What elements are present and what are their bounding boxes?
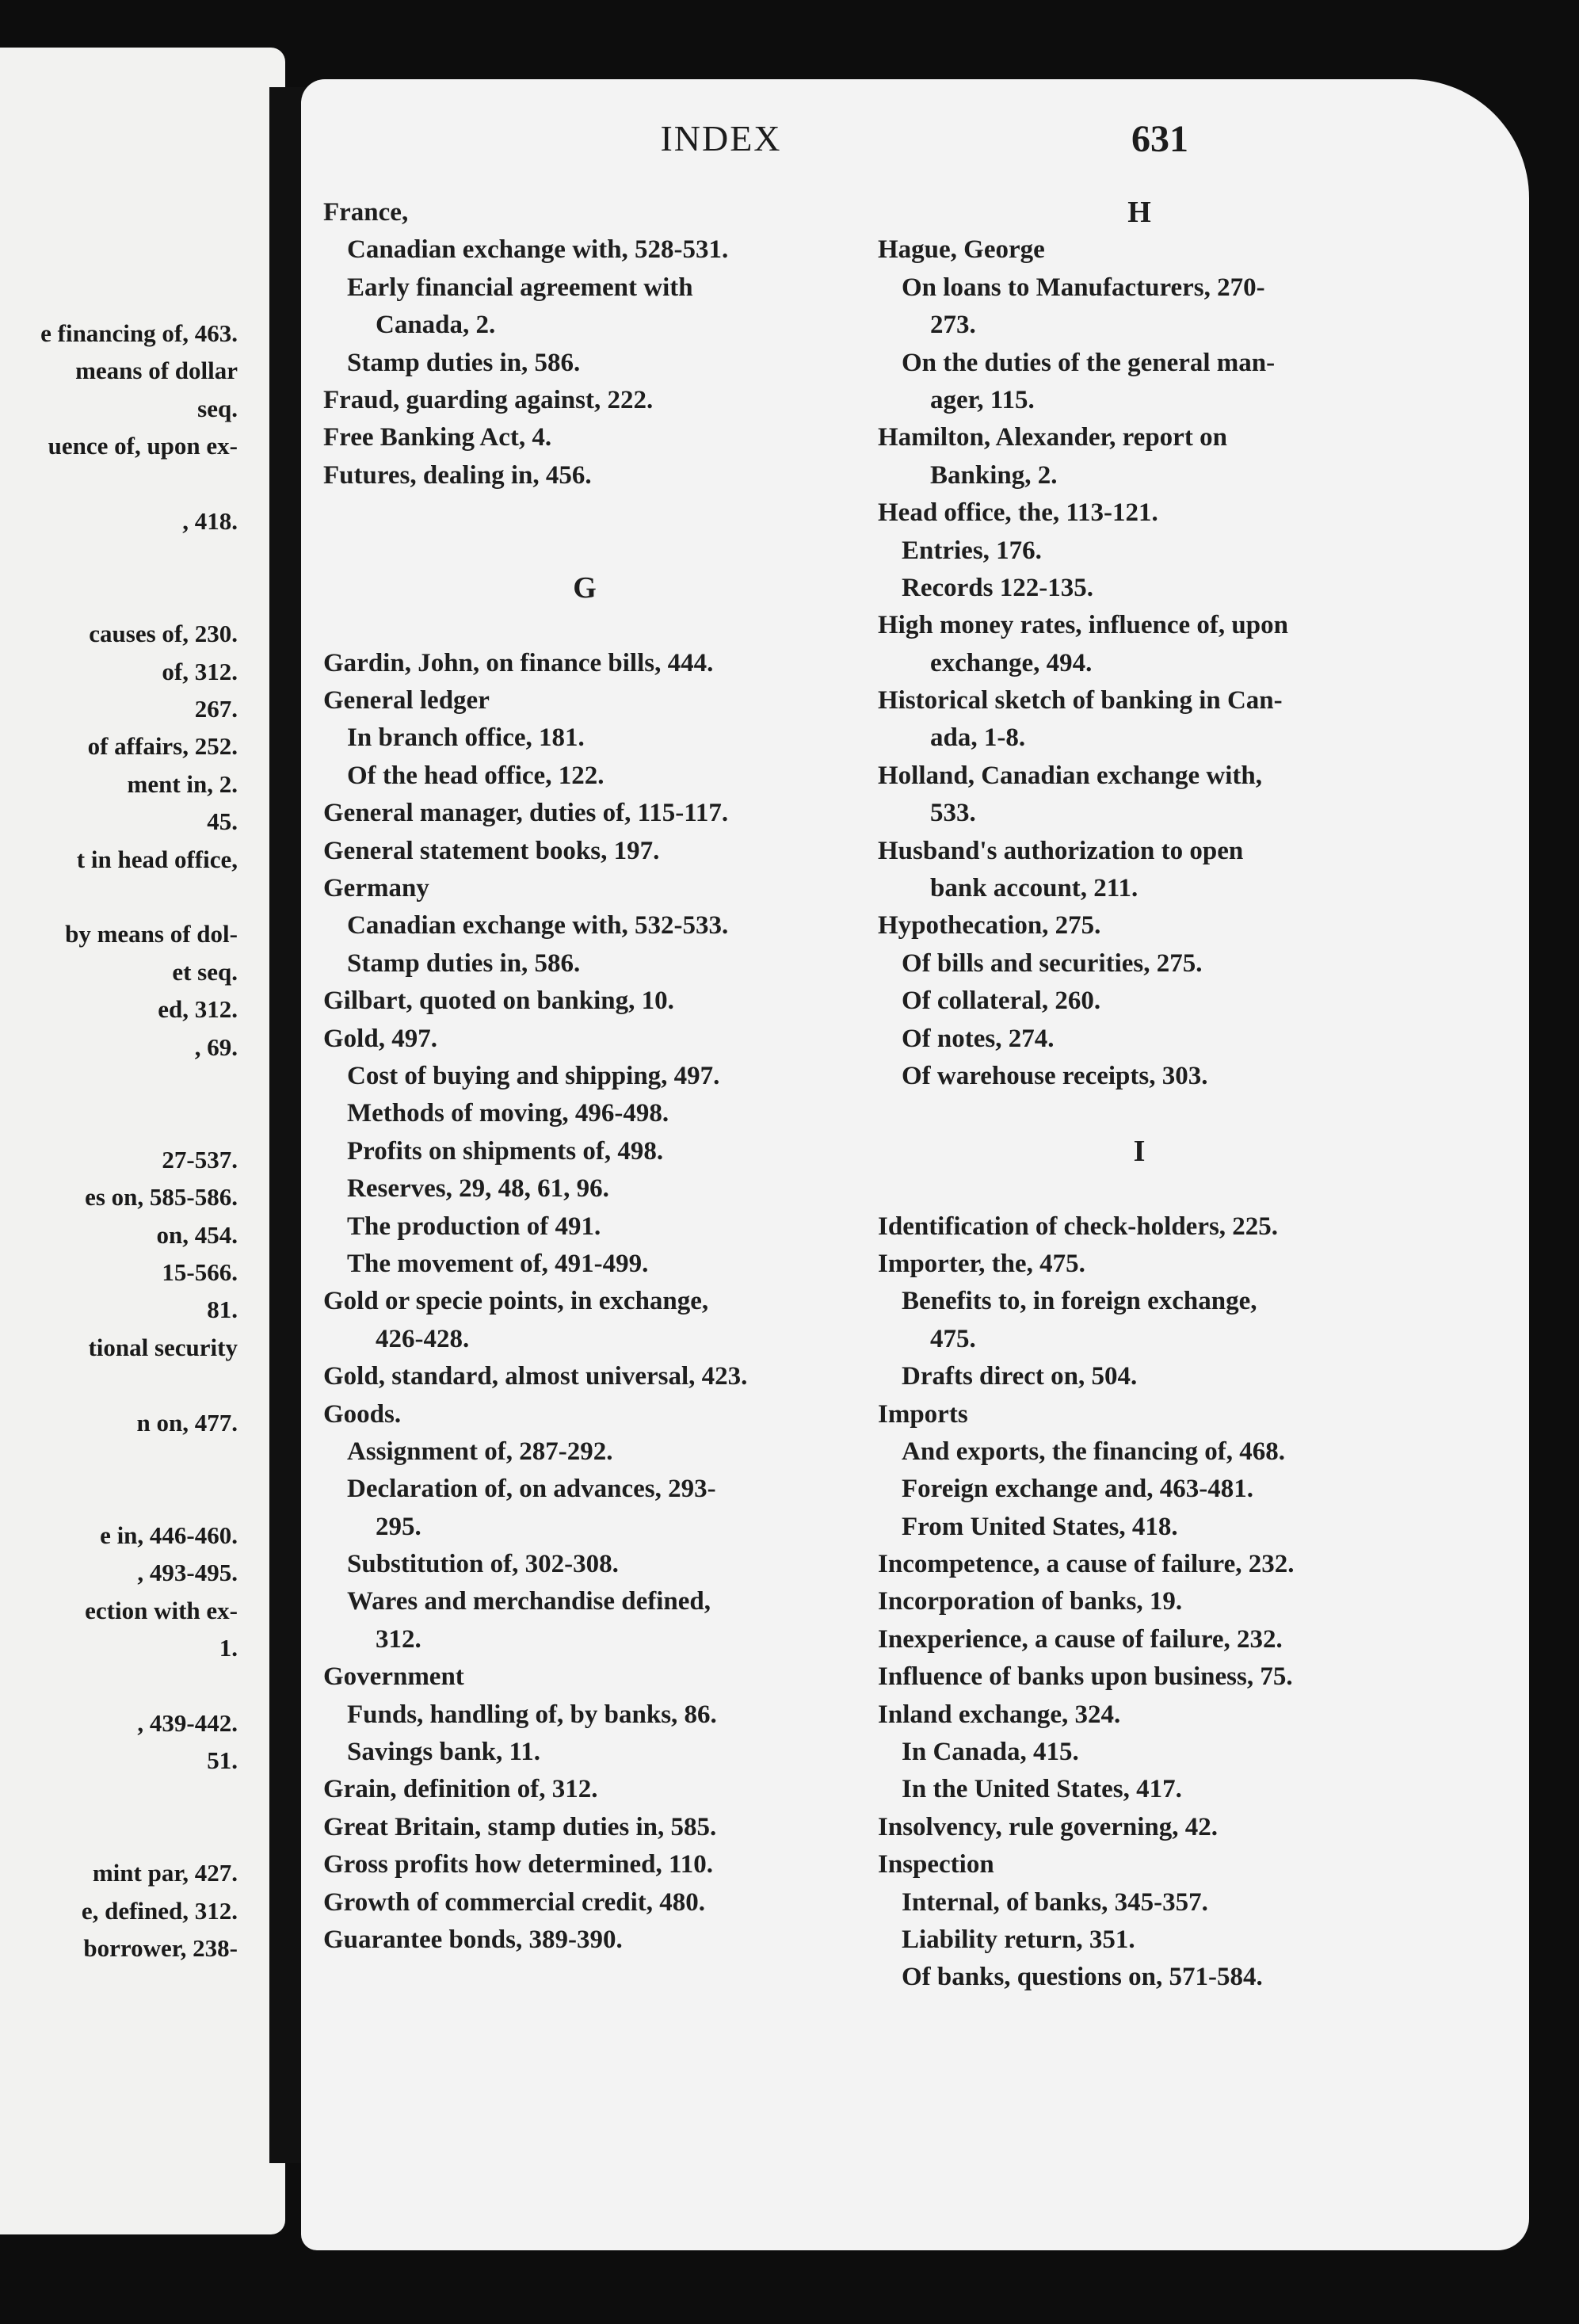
left-page-line: causes of, 230. <box>89 620 238 648</box>
index-entry: ager, 115. <box>930 385 1035 414</box>
index-entry: In Canada, 415. <box>902 1738 1079 1767</box>
index-entry: Cost of buying and shipping, 497. <box>347 1061 720 1090</box>
blank-line <box>323 532 846 570</box>
index-entry: Germany <box>323 874 429 903</box>
index-entry: Gardin, John, on finance bills, 444. <box>323 648 714 677</box>
index-entry: Head office, the, 113-121. <box>878 498 1158 528</box>
index-entry: 533. <box>930 799 976 828</box>
index-entry: Of banks, questions on, 571-584. <box>902 1963 1263 1992</box>
index-entry: Canadian exchange with, 528-531. <box>347 235 729 265</box>
index-entry: High money rates, influence of, upon <box>878 611 1288 640</box>
index-entry: Identification of check-holders, 225. <box>878 1212 1279 1241</box>
index-entry: Of notes, 274. <box>902 1024 1055 1053</box>
index-entry: Internal, of banks, 345-357. <box>902 1887 1208 1917</box>
left-page-line: tional security <box>88 1333 238 1361</box>
left-page-line: n on, 477. <box>136 1408 238 1437</box>
index-entry: Of bills and securities, 275. <box>902 948 1203 978</box>
left-page-line: on, 454. <box>156 1220 238 1249</box>
index-entry: Free Banking Act, 4. <box>323 423 552 452</box>
section-letter: G <box>573 571 597 605</box>
left-page-line: es on, 585-586. <box>85 1183 238 1212</box>
index-entry: Reserves, 29, 48, 61, 96. <box>347 1174 609 1204</box>
left-page-line: e, defined, 312. <box>81 1896 238 1925</box>
left-page-line: t in head office, <box>76 845 238 873</box>
index-entry: Husband's authorization to open <box>878 836 1244 865</box>
index-entry: Hypothecation, 275. <box>878 911 1101 941</box>
left-page-line: ment in, 2. <box>127 769 238 798</box>
running-title: INDEX <box>660 118 782 158</box>
index-entry: Importer, the, 475. <box>878 1249 1085 1278</box>
index-entry: bank account, 211. <box>930 874 1138 903</box>
left-page-line: means of dollar <box>75 357 238 385</box>
index-entry: Futures, dealing in, 456. <box>323 460 592 490</box>
section-letter: H <box>1127 196 1151 229</box>
index-entry: Incompetence, a cause of failure, 232. <box>878 1550 1295 1579</box>
left-page-line: , 69. <box>194 1032 238 1061</box>
left-page-line: by means of dol- <box>65 920 238 948</box>
left-page-line: of, 312. <box>162 657 238 685</box>
index-entry: Stamp duties in, 586. <box>347 948 581 978</box>
left-page-line: seq. <box>197 394 238 422</box>
index-entry: In the United States, 417. <box>902 1775 1182 1804</box>
index-entry: Incorporation of banks, 19. <box>878 1587 1183 1616</box>
index-entry: Inland exchange, 324. <box>878 1700 1121 1729</box>
index-entry: General ledger <box>323 686 490 716</box>
index-entry: From United States, 418. <box>902 1512 1178 1541</box>
left-page-line: 15-566. <box>162 1258 238 1286</box>
index-entry: Benefits to, in foreign exchange, <box>902 1287 1257 1316</box>
left-page-line: mint par, 427. <box>92 1859 238 1887</box>
index-entry: Savings bank, 11. <box>347 1738 540 1767</box>
index-entry: Hague, George <box>878 235 1045 265</box>
index-entry: Declaration of, on advances, 293- <box>347 1475 716 1504</box>
index-entry: Gross profits how determined, 110. <box>323 1850 713 1879</box>
index-entry: Gold, 497. <box>323 1024 437 1053</box>
left-page-line: borrower, 238- <box>83 1934 238 1963</box>
index-entry: Liability return, 351. <box>902 1925 1135 1954</box>
index-column-2 <box>878 194 1401 1997</box>
left-page-line: 81. <box>207 1296 238 1324</box>
index-entry: 475. <box>930 1324 976 1353</box>
index-column-1 <box>323 194 846 1959</box>
index-entry: General statement books, 197. <box>323 836 660 865</box>
left-page-line: e financing of, 463. <box>40 319 238 347</box>
index-entry: Historical sketch of banking in Can- <box>878 686 1283 716</box>
index-entry: Inexperience, a cause of failure, 232. <box>878 1624 1283 1654</box>
index-entry: exchange, 494. <box>930 648 1093 677</box>
index-entry: On loans to Manufacturers, 270- <box>902 273 1265 302</box>
index-entry: Gold or specie points, in exchange, <box>323 1287 709 1316</box>
index-entry: Methods of moving, 496-498. <box>347 1099 669 1128</box>
index-entry: On the duties of the general man- <box>902 348 1276 377</box>
index-entry: Funds, handling of, by banks, 86. <box>347 1700 717 1729</box>
left-page-line: ed, 312. <box>158 995 238 1024</box>
index-entry: Grain, definition of, 312. <box>323 1775 598 1804</box>
index-entry: General manager, duties of, 115-117. <box>323 799 729 828</box>
blank-line <box>878 1170 1401 1208</box>
index-entry: France, <box>323 198 409 227</box>
index-entry: Fraud, guarding against, 222. <box>323 385 654 414</box>
blank-line <box>323 494 846 532</box>
index-entry: Hamilton, Alexander, report on <box>878 423 1227 452</box>
index-entry: Assignment of, 287-292. <box>347 1437 613 1466</box>
index-entry: Early financial agreement with <box>347 273 693 302</box>
left-page-line: 27-537. <box>162 1145 238 1173</box>
index-entry: Stamp duties in, 586. <box>347 348 581 377</box>
index-entry: Influence of banks upon business, 75. <box>878 1662 1293 1692</box>
index-entry: Great Britain, stamp duties in, 585. <box>323 1812 717 1841</box>
index-entry: ada, 1-8. <box>930 723 1026 753</box>
index-entry: 312. <box>376 1624 421 1654</box>
index-entry: Of collateral, 260. <box>902 986 1101 1016</box>
index-entry: Gilbart, quoted on banking, 10. <box>323 986 674 1016</box>
index-entry: 426-428. <box>376 1324 470 1353</box>
left-page-line: 45. <box>207 807 238 836</box>
left-page-fragment <box>0 48 285 2234</box>
left-page-line: , 493-495. <box>137 1559 238 1587</box>
index-entry: The production of 491. <box>347 1212 601 1241</box>
left-page-line: of affairs, 252. <box>87 732 238 761</box>
left-page-line: ection with ex- <box>85 1596 238 1624</box>
index-entry: Records 122-135. <box>902 573 1093 602</box>
index-entry: Guarantee bonds, 389-390. <box>323 1925 623 1954</box>
left-page-line: e in, 446-460. <box>100 1521 238 1549</box>
index-entry: Wares and merchandise defined, <box>347 1587 711 1616</box>
blank-line <box>878 1095 1401 1132</box>
index-entry: Canadian exchange with, 532-533. <box>347 911 729 941</box>
index-entry: Insolvency, rule governing, 42. <box>878 1812 1219 1841</box>
index-entry: Government <box>323 1662 464 1692</box>
left-page-line: , 418. <box>182 507 238 535</box>
index-entry: Entries, 176. <box>902 536 1042 565</box>
section-letter: I <box>1133 1134 1146 1168</box>
left-page-line: uence of, upon ex- <box>48 432 238 460</box>
index-entry: Profits on shipments of, 498. <box>347 1136 664 1166</box>
index-entry: Inspection <box>878 1850 994 1879</box>
index-entry: Of warehouse receipts, 303. <box>902 1061 1208 1090</box>
left-page-line: et seq. <box>172 957 238 986</box>
index-entry: Banking, 2. <box>930 460 1058 490</box>
index-entry: And exports, the financing of, 468. <box>902 1437 1286 1466</box>
index-entry: 273. <box>930 311 976 340</box>
index-entry: Gold, standard, almost universal, 423. <box>323 1362 748 1391</box>
page-number: 631 <box>1131 118 1188 160</box>
index-entry: 295. <box>376 1512 421 1541</box>
index-entry: Imports <box>878 1399 968 1429</box>
index-entry: The movement of, 491-499. <box>347 1249 649 1278</box>
index-entry: Growth of commercial credit, 480. <box>323 1887 706 1917</box>
index-entry: Canada, 2. <box>376 311 496 340</box>
left-page-line: , 439-442. <box>137 1708 238 1737</box>
index-entry: Of the head office, 122. <box>347 761 605 790</box>
index-entry: Goods. <box>323 1399 402 1429</box>
index-entry: Holland, Canadian exchange with, <box>878 761 1263 790</box>
index-entry: Substitution of, 302-308. <box>347 1550 619 1579</box>
index-entry: Foreign exchange and, 463-481. <box>902 1475 1253 1504</box>
left-page-line: 51. <box>207 1746 238 1775</box>
index-entry: In branch office, 181. <box>347 723 585 753</box>
blank-line <box>323 607 846 644</box>
left-page-line: 1. <box>219 1634 238 1662</box>
index-entry: Drafts direct on, 504. <box>902 1362 1138 1391</box>
left-page-line: 267. <box>194 695 238 723</box>
